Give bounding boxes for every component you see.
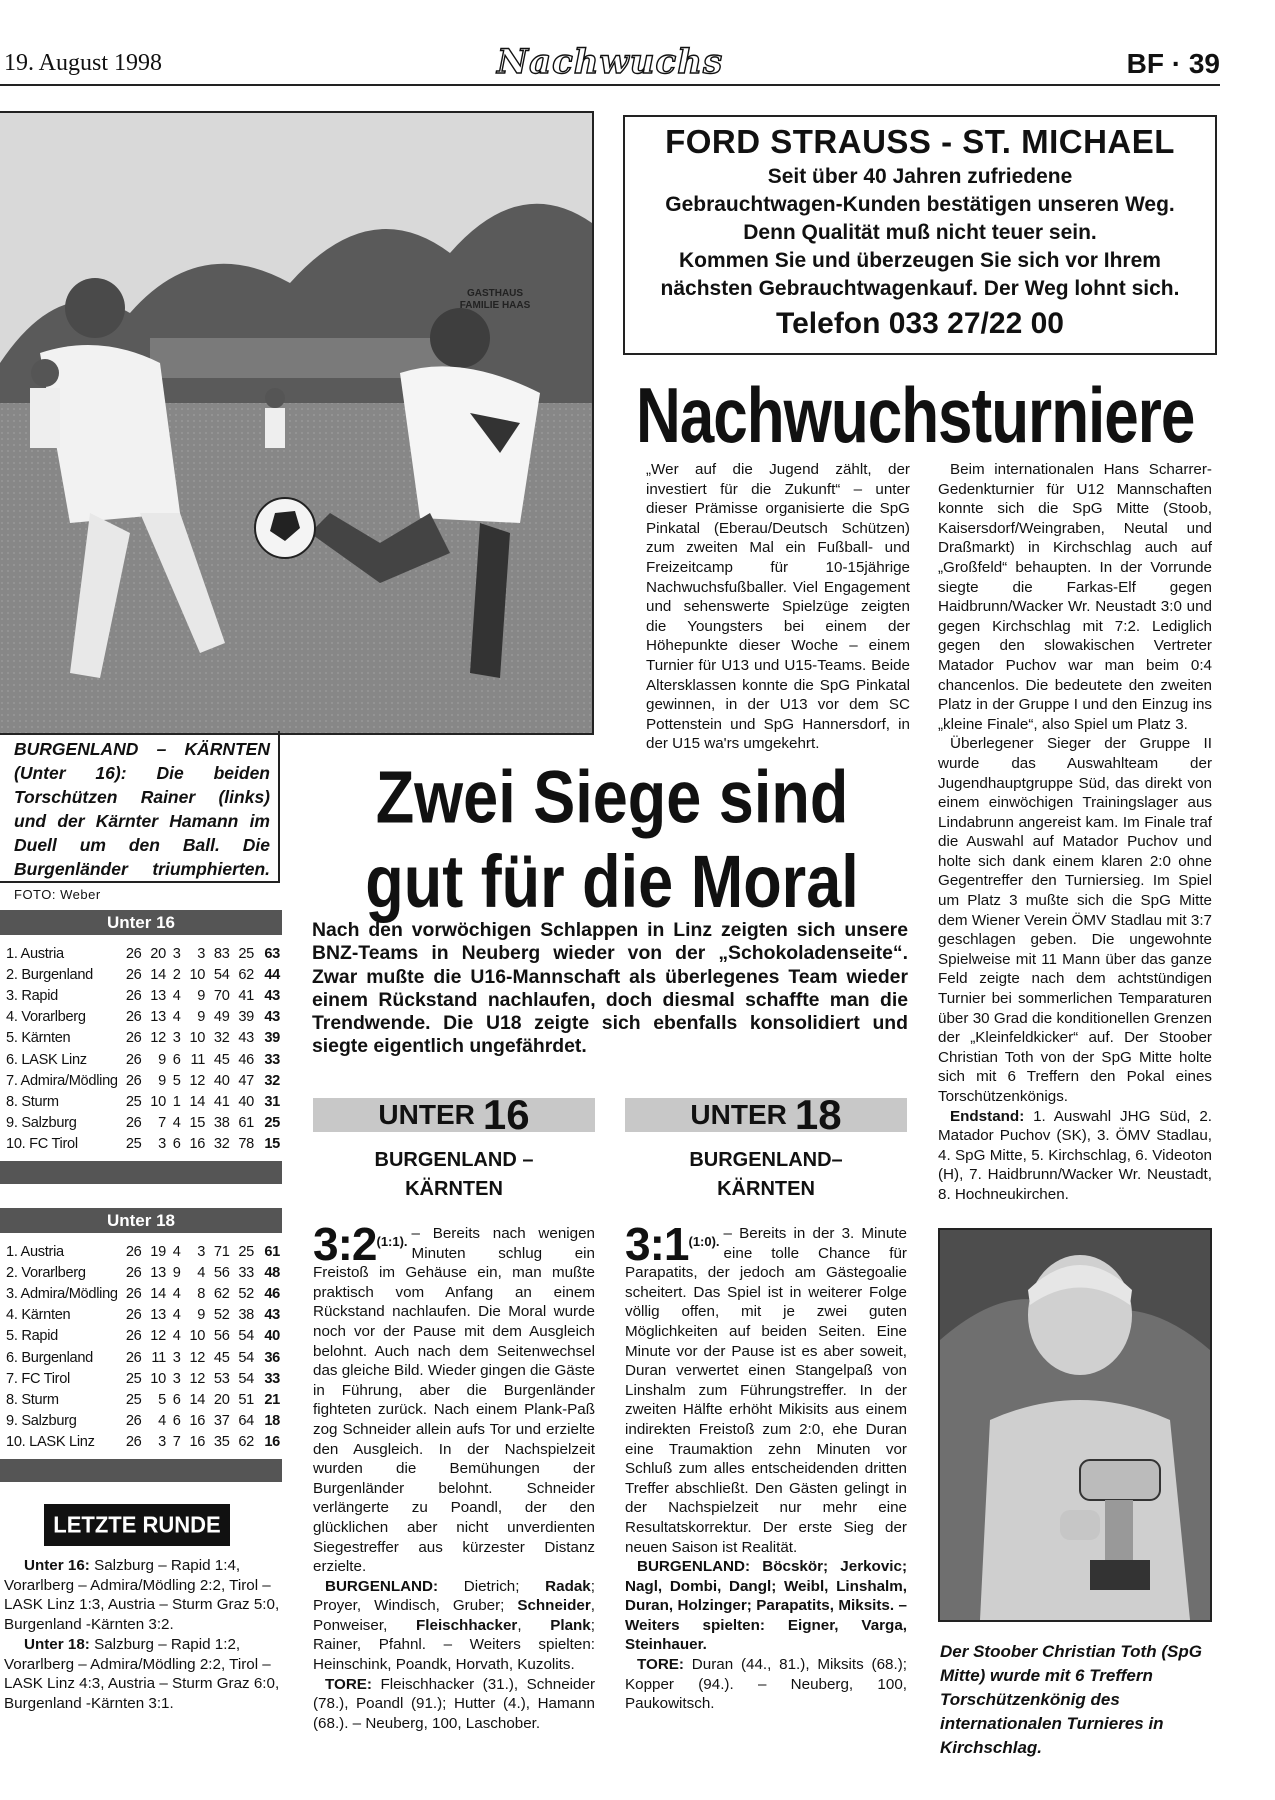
- stat-cell: 3: [197, 1243, 206, 1260]
- team-cell: 5. Kärnten: [6, 1030, 71, 1047]
- table-row: [6, 943, 280, 964]
- stat-cell: 11: [190, 1051, 206, 1068]
- stat-cell: 7: [158, 1115, 166, 1132]
- u16-tore-text: Fleischhacker (31.), Schneider (78.), Poandl (91.); Hutter (4.), Hamann (68.). – Neuberg, 100, Laschober.: [313, 1675, 595, 1732]
- letzte-u16-text: Salzburg – Rapid 1:4, Vorarlberg – Admira/Mödling 2:2, Tirol – LASK Linz 1:3, Austria – Sturm Graz 5:0, Burgenland -Kärnten 3:2.: [4, 1557, 280, 1634]
- stat-cell: 45: [213, 1349, 230, 1366]
- team-cell: 9. Salzburg: [6, 1115, 77, 1132]
- stat-cell: 26: [125, 1072, 142, 1089]
- section-title: Nachwuchs: [497, 42, 724, 82]
- stat-cell: 14: [189, 1391, 206, 1408]
- ad-line: Kommen Sie und überzeugen Sie sich vor Ihrem: [679, 249, 1161, 272]
- table-row: [6, 1241, 280, 1262]
- stat-cell: 78: [238, 1136, 254, 1153]
- stat-cell: 25: [125, 1136, 142, 1153]
- team-cell: 6. LASK Linz: [6, 1051, 87, 1068]
- stat-cell: 62: [238, 1434, 254, 1451]
- stat-cell: 12: [189, 1349, 206, 1366]
- stat-cell: 4: [197, 1264, 206, 1281]
- lineup-part: ; Rainer, Pfahnl. – Weiters spielten: Heinschink, Poandk, Horvath, Kuzolits.: [313, 1616, 595, 1674]
- stat-cell: 4: [172, 1285, 181, 1302]
- stat-cell: 3: [172, 945, 181, 962]
- ford-strauss-ad: [623, 115, 1217, 355]
- nachwuchs-column-2: [938, 460, 1212, 1205]
- table-row: [6, 1347, 280, 1368]
- team-cell: 7. Admira/Mödling: [6, 1072, 118, 1089]
- stat-cell: 26: [125, 987, 142, 1004]
- team-cell: 1. Austria: [6, 1243, 64, 1260]
- stat-cell: 3: [197, 945, 206, 962]
- letzte-runde-title: LETZTE RUNDE: [44, 1504, 230, 1546]
- stat-cell: 25: [238, 945, 254, 962]
- stat-cell: 10: [189, 1030, 206, 1047]
- stat-cell: 26: [125, 945, 142, 962]
- ad-phone: Telefon 033 27/22 00: [776, 307, 1064, 340]
- points-cell: 43: [264, 1009, 280, 1026]
- stat-cell: 26: [125, 1243, 142, 1260]
- photo-shirt-text: GASTHAUS FAMILIE HAAS: [459, 288, 531, 311]
- u18-score-value: 3:1: [625, 1218, 689, 1270]
- nachwuchs-headline: Nachwuchsturniere: [636, 373, 1195, 460]
- photo-credit: FOTO: Weber: [14, 887, 101, 902]
- team-cell: 3. Rapid: [6, 987, 58, 1004]
- ad-title: FORD STRAUSS - ST. MICHAEL: [665, 123, 1175, 160]
- stat-cell: 9: [158, 1072, 166, 1089]
- stat-cell: 39: [238, 1009, 254, 1026]
- stat-cell: 6: [172, 1391, 181, 1408]
- stat-cell: 13: [150, 1264, 166, 1281]
- stat-cell: 49: [213, 1009, 230, 1026]
- stat-cell: 40: [213, 1072, 230, 1089]
- u18-lineup-text: Böcskör; Jerkovic; Nagl, Dombi, Dangl; Weibl, Linshalm, Duran, Holzinger; Parapatits, Miksits. – Weiters spielten: Eigner, Varga, Steinhauer.: [625, 1558, 907, 1654]
- table-row: [6, 1389, 280, 1410]
- stat-cell: 62: [238, 966, 254, 983]
- nachwuchs-col1-text: „Wer auf die Jugend zählt, der investiert für die Zukunft“ – unter dieser Prämisse organisierte die SpG Pinkatal (Eberau/Deutsch Schützen) zum zweiten Mal ein Fußball- und Freizeitcamp für 10-15jährige Nachwuchsfußballer. Viel Engagement und sehenswerte Spielzüge zeigten die Youngsters bei einem der Höhepunkte dieser Woche – einem Turnier für U13 und U15-Teams. Beide Altersklassen konnte die SpG Pinkatal gewinnen, in der U13 vor dem SC Pottenstein und SpG Hannersdorf, in der U15 wa'rs umgekehrt.: [646, 461, 910, 753]
- stat-cell: 37: [213, 1413, 230, 1430]
- stat-cell: 26: [125, 1285, 142, 1302]
- points-cell: 32: [264, 1072, 280, 1089]
- table-row: [6, 1049, 280, 1070]
- u16-score-value: 3:2: [313, 1218, 377, 1270]
- table-row: [6, 1283, 280, 1304]
- points-cell: 31: [264, 1093, 280, 1110]
- table-row: [6, 985, 280, 1006]
- table-row: [6, 1007, 280, 1028]
- u18-halftime: (1:0).: [688, 1234, 720, 1249]
- stat-cell: 26: [125, 1413, 142, 1430]
- u18-lineup-label: BURGENLAND:: [637, 1558, 751, 1576]
- points-cell: 36: [264, 1349, 280, 1366]
- stat-cell: 19: [150, 1243, 166, 1260]
- team-cell: 2. Burgenland: [6, 966, 93, 983]
- u16-body: – Bereits nach wenigen Minuten schlug ein Freistoß im Gehäuse ein, man mußte praktisch vom Anfang an einem Rückstand nachlaufen. Die Moral wurde noch vor der Pause mit dem Ausgleich belohnt. Auch nach dem Seitenwechsel das gleiche Bild. Wieder gingen die Gäste in Führung, aber die Burgenländer fighteten zurück. Nach einem Plank-Paß zog Schneider allein aufs Tor und erzielte den Ausgleich. In der Nachspielzeit wurden die Bemühungen der Burgenländer belohnt. Schneider verlängerte zu Poandl, der den glücklichen aber nicht unverdienten Siegestreffer aus kürzester Distanz erzielte.: [313, 1225, 595, 1576]
- stat-cell: 3: [172, 1030, 181, 1047]
- stat-cell: 3: [172, 1349, 181, 1366]
- stat-cell: 26: [125, 1009, 142, 1026]
- u16-title-line1: BURGENLAND –: [374, 1149, 534, 1171]
- article-headline: [312, 755, 912, 925]
- u16-bar-label: UNTER: [378, 1099, 475, 1130]
- points-cell: 40: [264, 1328, 280, 1345]
- table-row: [6, 1305, 280, 1326]
- stat-cell: 26: [125, 966, 142, 983]
- points-cell: 18: [264, 1413, 280, 1430]
- stat-cell: 4: [158, 1413, 166, 1430]
- stat-cell: 9: [197, 1307, 206, 1324]
- nachwuchs-col2-p3: [938, 1107, 1212, 1205]
- stat-cell: 14: [150, 1285, 166, 1302]
- stat-cell: 71: [213, 1243, 230, 1260]
- stat-cell: 11: [151, 1349, 166, 1366]
- stat-cell: 35: [213, 1434, 230, 1451]
- stat-cell: 64: [238, 1413, 254, 1430]
- u18-title-line2: KÄRNTEN: [717, 1178, 815, 1200]
- u16-score: [313, 1218, 408, 1270]
- ad-line: Gebrauchtwagen-Kunden bestätigen unseren Weg.: [665, 193, 1175, 216]
- team-cell: 10. FC Tirol: [6, 1136, 78, 1153]
- u18-bar-label: UNTER: [690, 1099, 787, 1130]
- team-cell: 7. FC Tirol: [6, 1370, 71, 1387]
- stat-cell: 20: [213, 1391, 230, 1408]
- team-cell: 6. Burgenland: [6, 1349, 93, 1366]
- stat-cell: 9: [197, 987, 206, 1004]
- u18-match: [625, 1091, 907, 1714]
- stat-cell: 10: [150, 1370, 166, 1387]
- article-headline-line1: Zwei Siege sind: [375, 756, 849, 839]
- stat-cell: 25: [125, 1370, 142, 1387]
- stat-cell: 56: [213, 1264, 230, 1281]
- stat-cell: 52: [213, 1307, 230, 1324]
- photo-caption: BURGENLAND – KÄRNTEN (Unter 16): Die beiden Torschützen Rainer (links) und der Kärnter Hamann im Duell um den Ball. Die Burgenländer triumphierten.: [14, 739, 270, 879]
- u16-lineup: [313, 1577, 595, 1675]
- stat-cell: 41: [213, 1093, 230, 1110]
- stat-cell: 5: [158, 1391, 166, 1408]
- team-cell: 5. Rapid: [6, 1328, 58, 1345]
- letzte-u18: [4, 1635, 282, 1714]
- stat-cell: 10: [189, 1328, 206, 1345]
- stat-cell: 6: [172, 1413, 181, 1430]
- stat-cell: 4: [172, 1115, 181, 1132]
- points-cell: 44: [264, 966, 280, 983]
- ad-line: nächsten Gebrauchtwagenkauf. Der Weg lohnt sich.: [660, 277, 1180, 300]
- stat-cell: 26: [125, 1434, 142, 1451]
- points-cell: 63: [264, 945, 280, 962]
- u18-tore-text: Duran (44., 81.), Miksits (68.); Kopper (94.). – Neuberg, 100, Paukowitsch.: [625, 1656, 907, 1713]
- stat-cell: 4: [172, 1243, 181, 1260]
- stat-cell: 9: [158, 1051, 166, 1068]
- points-cell: 15: [264, 1136, 280, 1153]
- lineup-part: ,: [517, 1616, 551, 1634]
- u16-tore-label: TORE:: [325, 1675, 372, 1693]
- stat-cell: 7: [172, 1434, 181, 1451]
- stat-cell: 61: [238, 1115, 254, 1132]
- stat-cell: 4: [172, 1307, 181, 1324]
- stat-cell: 54: [213, 966, 230, 983]
- stat-cell: 14: [189, 1093, 206, 1110]
- u18-lineup: [625, 1557, 907, 1655]
- trophy-caption: Der Stoober Christian Toth (SpG Mitte) wurde mit 6 Treffern Torschützenkönig des internationalen Turnieres in Kirchschlag.: [940, 1642, 1202, 1757]
- stat-cell: 25: [238, 1243, 254, 1260]
- lineup-part: ; Proyer, Windisch, Gruber;: [313, 1577, 595, 1615]
- u16-table-footer: [0, 1161, 282, 1184]
- stat-cell: 16: [189, 1413, 206, 1430]
- stat-cell: 12: [189, 1072, 206, 1089]
- article-headline-line2: gut für die Moral: [365, 841, 859, 924]
- nachwuchs-col2-p2: Überlegener Sieger der Gruppe II wurde das Auswahlteam der Jugendhauptgruppe Süd, das direkt von einem einwöchigen Trainingslager aus Lindabrunn angereist kam. Im Finale traf die Auswahl auf Matador Puchov und holte sich dank einem klaren 2:0 ohne Gegentreffer den Turniersieg. Im Spiel um Platz 3 mußte sich die SpG Mitte dem Wiener Verein ÖMV Stadlau mit 3:7 geschlagen geben. Die ungewohnte Spielweise mit 11 Mann über das ganze Feld zeigte nach dem achtstündigen Turnier bei sommerlichen Temparaturen über 30 Grad die konditionellen Grenzen der „Kleinfeldkicker“ auf. Der Stoober Christian Toth von der SpG Mitte holte sich mit 6 Treffern den Pokal eines Torschützenkönigs.: [938, 735, 1212, 1105]
- lineup-part: Plank: [550, 1616, 591, 1634]
- letzte-u18-text: Salzburg – Rapid 1:2, Vorarlberg – Admira/Mödling 2:2, Tirol – LASK Linz 4:3, Austria – Sturm Graz 6:0, Burgenland -Kärnten 3:1.: [4, 1635, 280, 1712]
- u16-table: [6, 943, 280, 1155]
- stat-cell: 10: [150, 1093, 166, 1110]
- stat-cell: 33: [238, 1264, 254, 1281]
- stat-cell: 15: [189, 1115, 206, 1132]
- endstand-label: Endstand:: [950, 1107, 1025, 1125]
- stat-cell: 2: [172, 966, 181, 983]
- lineup-part: Radak: [545, 1577, 591, 1595]
- stat-cell: 54: [238, 1328, 254, 1345]
- stat-cell: 13: [150, 1009, 166, 1026]
- points-cell: 33: [264, 1051, 280, 1068]
- lineup-part: Fleischhacker: [416, 1616, 518, 1634]
- article-lead: Nach den vorwöchigen Schlappen in Linz zeigten sich unsere BNZ-Teams in Neuberg wieder von der „Schokoladenseite“. Zwar mußte die U16-Mannschaft als überlegenes Team wieder einem Rückstand nachlaufen, doch diesmal schaffte man die Trendwende. Die U18 zeigte sich ebenfalls konsolidiert und siegte eigentlich ungefährdet.: [312, 919, 908, 1058]
- stat-cell: 4: [172, 1328, 181, 1345]
- stat-cell: 25: [125, 1093, 142, 1110]
- u18-standings: [0, 1208, 282, 1482]
- header-rule: [0, 84, 1220, 86]
- team-cell: 3. Admira/Mödling: [6, 1285, 118, 1302]
- points-cell: 21: [264, 1391, 280, 1408]
- u18-score: [625, 1218, 720, 1270]
- stat-cell: 46: [238, 1051, 254, 1068]
- stat-cell: 26: [125, 1115, 142, 1132]
- stat-cell: 14: [150, 966, 166, 983]
- u16-report: [313, 1218, 595, 1733]
- stat-cell: 26: [125, 1307, 142, 1324]
- points-cell: 46: [264, 1285, 280, 1302]
- stat-cell: 47: [238, 1072, 254, 1089]
- table-row: [6, 1134, 280, 1155]
- stat-cell: 20: [150, 945, 166, 962]
- page-date: 19. August 1998: [4, 50, 163, 76]
- letzte-runde-text: [4, 1556, 282, 1714]
- stat-cell: 38: [213, 1115, 230, 1132]
- stat-cell: 16: [189, 1136, 206, 1153]
- team-cell: 9. Salzburg: [6, 1413, 77, 1430]
- letzte-u16-label: Unter 16:: [24, 1557, 90, 1574]
- u18-table: [6, 1241, 280, 1453]
- stat-cell: 1: [172, 1093, 181, 1110]
- letzte-u18-label: Unter 18:: [24, 1635, 90, 1653]
- stat-cell: 54: [238, 1370, 254, 1387]
- u16-match-title: [313, 1146, 595, 1204]
- u18-report: [625, 1218, 907, 1714]
- stat-cell: 3: [158, 1136, 166, 1153]
- stat-cell: 26: [125, 1030, 142, 1047]
- stat-cell: 4: [172, 987, 181, 1004]
- table-row: [6, 1091, 280, 1112]
- u18-match-title: [625, 1146, 907, 1204]
- stat-cell: 43: [238, 1030, 254, 1047]
- letzte-u16: [4, 1556, 282, 1635]
- stat-cell: 9: [172, 1264, 181, 1281]
- points-cell: 16: [264, 1434, 280, 1451]
- stat-cell: 26: [125, 1264, 142, 1281]
- points-cell: 61: [264, 1243, 280, 1260]
- points-cell: 48: [264, 1264, 280, 1281]
- stat-cell: 13: [150, 1307, 166, 1324]
- lineup-part: Dietrich;: [438, 1577, 546, 1595]
- u18-body: – Bereits in der 3. Minute eine tolle Chance für Parapatits, der jedoch am Gästegoalie scheitert. Das Spiel ist in weiterer Folge völlig offen, mit je zwei guten Möglichkeiten auf beiden Seiten. Eine Minute vor der Pause ist es aber soweit, Duran verwertet einen Stangelpaß von Linshalm zum Führungstreffer. In der zweiten Hälfte erhöht Mikisits aus einem indirekten Freistoß zum 2:0, ehe Duran eine Traumaktion zehn Minuten vor Schluß zum alles entscheidenden dritten Treffer abschließt. Den Gästen gelingt in der Nachspielzeit nur mehr eine Resultatskorrektur. Der erste Sieg der neuen Saison ist Realität.: [625, 1225, 907, 1556]
- u18-bar: [625, 1091, 907, 1138]
- u18-table-title: Unter 18: [0, 1208, 282, 1233]
- u16-standings: [0, 910, 282, 1184]
- table-row: [6, 1113, 280, 1134]
- u18-tore-label: TORE:: [637, 1656, 684, 1674]
- stat-cell: 3: [172, 1370, 181, 1387]
- stat-cell: 38: [238, 1307, 254, 1324]
- stat-cell: 26: [125, 1051, 142, 1068]
- u16-bar: [313, 1091, 595, 1138]
- ad-line: Seit über 40 Jahren zufriedene: [767, 165, 1073, 188]
- team-cell: 4. Vorarlberg: [6, 1009, 86, 1026]
- stat-cell: 40: [238, 1093, 254, 1110]
- u18-table-footer: [0, 1459, 282, 1482]
- u18-bar-num: 18: [794, 1091, 842, 1138]
- u16-halftime: (1:1).: [376, 1234, 408, 1249]
- u18-tore: [625, 1655, 907, 1714]
- stat-cell: 6: [172, 1136, 181, 1153]
- trophy-photo: [938, 1228, 1212, 1622]
- stat-cell: 12: [150, 1030, 166, 1047]
- lineup-part: Schneider: [517, 1597, 591, 1615]
- stat-cell: 16: [189, 1434, 206, 1451]
- stat-cell: 41: [238, 987, 254, 1004]
- stat-cell: 12: [189, 1370, 206, 1387]
- nachwuchs-column-1: [646, 460, 910, 754]
- stat-cell: 45: [213, 1051, 230, 1068]
- stat-cell: 3: [158, 1434, 166, 1451]
- stat-cell: 6: [172, 1051, 181, 1068]
- u16-title-line2: KÄRNTEN: [405, 1178, 503, 1200]
- team-cell: 2. Vorarlberg: [6, 1264, 86, 1281]
- photo-caption-box: [0, 731, 280, 902]
- stat-cell: 26: [125, 1328, 142, 1345]
- u16-match: [313, 1091, 595, 1733]
- stat-cell: 5: [172, 1072, 181, 1089]
- table-row: [6, 1368, 280, 1389]
- u16-table-title: Unter 16: [0, 910, 282, 935]
- lineup-part: , Ponweiser,: [313, 1597, 595, 1634]
- stat-cell: 56: [213, 1328, 230, 1345]
- table-row: [6, 964, 280, 985]
- table-row: [6, 1028, 280, 1049]
- team-cell: 1. Austria: [6, 945, 64, 962]
- points-cell: 25: [264, 1115, 280, 1132]
- points-cell: 39: [264, 1030, 280, 1047]
- team-cell: 10. LASK Linz: [6, 1434, 95, 1451]
- points-cell: 43: [264, 1307, 280, 1324]
- table-row: [6, 1432, 280, 1453]
- stat-cell: 53: [213, 1370, 230, 1387]
- u16-lineup-label: BURGENLAND:: [325, 1577, 439, 1595]
- ad-line: Denn Qualität muß nicht teuer sein.: [743, 221, 1097, 244]
- stat-cell: 70: [213, 987, 230, 1004]
- u18-title-line1: BURGENLAND–: [689, 1149, 843, 1171]
- stat-cell: 83: [213, 945, 230, 962]
- table-row: [6, 1262, 280, 1283]
- u16-tore: [313, 1675, 595, 1734]
- table-row: [6, 1070, 280, 1091]
- stat-cell: 10: [189, 966, 206, 983]
- stat-cell: 25: [125, 1391, 142, 1408]
- endstand-text: 1. Auswahl JHG Süd, 2. Matador Puchov (SK), 3. ÖMV Stadlau, 4. SpG Mitte, 5. Kirchschlag, 6. Videoton (H), 7. Haidbrunn/Wacker Wr. Neustadt, 8. Hochneukirchen.: [938, 1107, 1212, 1203]
- table-row: [6, 1326, 280, 1347]
- points-cell: 43: [264, 987, 280, 1004]
- stat-cell: 62: [213, 1285, 230, 1302]
- stat-cell: 32: [213, 1136, 230, 1153]
- page-number: BF · 39: [1126, 48, 1220, 79]
- stat-cell: 54: [238, 1349, 254, 1366]
- points-cell: 33: [264, 1370, 280, 1387]
- team-cell: 8. Sturm: [6, 1391, 59, 1408]
- match-photo: [0, 111, 594, 735]
- u16-bar-num: 16: [482, 1091, 530, 1138]
- nachwuchs-col2-p1: Beim internationalen Hans Scharrer-Gedenkturnier für U12 Mannschaften konnte sich die SpG Mitte (Stoob, Kaisersdorf/Weingraben, Neutal und Draßmarkt) in Kirchschlag auch auf „Großfeld“ behaupten. In der Vorrunde siegte die Farkas-Elf gegen Haidbrunn/Wacker Wr. Neustadt 3:0 und gegen Kirchschlag mit 7:2. Lediglich gegen den slowakischen Vertreter Matador Puchov war man beim 0:4 chancenlos. Die bedeutete den zweiten Platz in der Gruppe I und den Einzug ins „kleine Finale“, also Spiel um Platz 3.: [938, 461, 1212, 733]
- stat-cell: 52: [238, 1285, 254, 1302]
- stat-cell: 4: [172, 1009, 181, 1026]
- stat-cell: 9: [197, 1009, 206, 1026]
- stat-cell: 12: [150, 1328, 166, 1345]
- ad-lines: [625, 163, 1215, 303]
- team-cell: 8. Sturm: [6, 1093, 59, 1110]
- stat-cell: 32: [213, 1030, 230, 1047]
- stat-cell: 8: [197, 1285, 206, 1302]
- stat-cell: 26: [125, 1349, 142, 1366]
- table-row: [6, 1411, 280, 1432]
- stat-cell: 51: [238, 1391, 254, 1408]
- team-cell: 4. Kärnten: [6, 1307, 71, 1324]
- stat-cell: 13: [150, 987, 166, 1004]
